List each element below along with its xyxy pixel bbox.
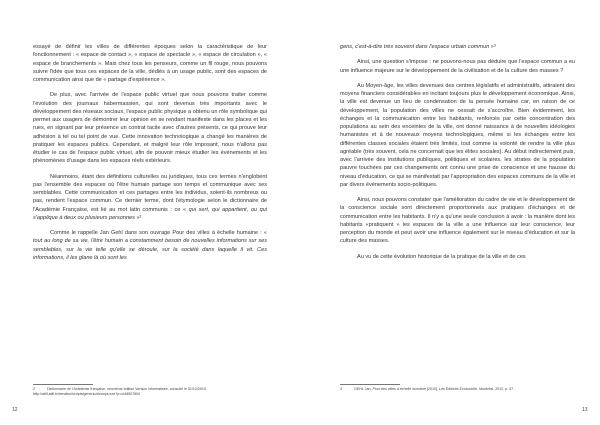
- paragraph: [340, 196, 575, 246]
- footnote: [33, 387, 267, 397]
- footnote-number: 2: [33, 387, 35, 391]
- paragraph-text: Au vu de cette évolution historique de la pratique de la ville et de ces: [357, 253, 526, 260]
- footnote-text: Dictionnaire de l'Académie française, neuvième édition Version informatisée, consulté le 31/12/2019, http://atilf.atilf.fr/dendien/scripts/generic/showps.exe?p=ct48507800: [33, 387, 207, 397]
- footnote: [340, 387, 575, 392]
- footnote-rule: [33, 384, 93, 385]
- dictionary-quote: qui sert, qui appartient, ou qui s'applique à deux ou plusieurs personnes: [33, 206, 267, 221]
- paragraph: [340, 253, 575, 261]
- paragraph: [33, 91, 267, 165]
- paragraph: [33, 229, 267, 262]
- page-number: 12: [12, 407, 18, 413]
- paragraph: [33, 43, 267, 84]
- footnote-book-title: Pour des villes à échelle humaine: [372, 387, 426, 391]
- paragraph: [340, 43, 575, 51]
- gehl-quote-continued: gens, c'est-à-dire très souvent dans l'espace urbain commun: [340, 44, 490, 50]
- footnote-publisher: [2010], Les Éditions Écosociété, Montréal, 2012, p. 37.: [427, 387, 515, 391]
- paragraph-text: Au Moyen-âge, les villes devenues des centres législatifs et administratifs, attiraient des moyens financiers considérables en incitant toujours plus le développement économique. Ainsi, la ville est devenue un lieu de condensation de la pensée humaine car, en raison de ce développement, la population des villes ne cessait de s'accroître. Bien évidemment, les échanges et la communication entre les habitants, renforcés par cette concentration des populations au sein des enceintes de la ville, ont donné naissance à de nouvelles idéologies humanistes et à de nouveaux moyens technologiques, même si les échanges entre les différentes classes sociales étaient très limités, tout comme la volonté de rendre la ville plus agréable (très souvent, cela ne concernait que les élites sociales). Au début indirectement puis, avec l'arrivée des institutions publiques, politiques et scolaires, les strates de la population pauvre touchées par ces changements ont connu une prise de conscience et une hausse du niveau d'éducation, ce qui se manifestait par l'appropriation des espaces communs de la ville et par divers événements socio-politiques.: [340, 82, 575, 188]
- paragraph-tail: »³: [490, 44, 496, 50]
- paragraph-text: Comme le rappelle Jan Gehl dans son ouvrage Pour des villes à échelle humaine : «: [50, 230, 267, 236]
- paragraph-text: De plus, avec l'arrivée de l'espace public virtuel que nous pouvons traiter comme l'évolution des journaux habermassien, qui sont devenus très importants avec le développement des réseaux sociaux, l'espace public physique a obtenu un rôle symbolique qui permet aux usagers de démontrer leur opinion en se rendant manifeste dans les places et les rues, en signant par leur présence un contrat tacite avec d'autres présents, ce qui prouve leur adhésion à tel ou tel point de vue. Cette innovation technologique a changé les manières de pratiquer les espaces publics. Cependant, et malgré leur rôle imposant, nous n'allons pas étudier le cas de l'espace public virtuel, afin de pouvoir mieux étudier les événements et les phénomènes d'usage dans les espaces réels extérieurs.: [33, 92, 267, 165]
- page-number: 13: [582, 407, 588, 413]
- paragraph: [340, 82, 575, 189]
- footnote-rule: [340, 384, 400, 385]
- right-text-column: [340, 43, 575, 268]
- gehl-quote: tout au long de sa vie, l'être humain a constamment besoin de nouvelles informations sur ses semblables, sur la vie telle qu'elle se déroule, sur la société dans laquelle il vit. Ces informations, il les glane là où sont les: [33, 238, 267, 261]
- left-text-column: [33, 43, 267, 269]
- paragraph-text: essayé de définir les villes de différentes époques selon la caractéristique de leur fonctionnement : « espace de contact », « espace de spectacle », « espace de circulation », « espace de branchements ». Mais chez tous les penseurs, comme un fil rouge, nous pouvons suivre l'idée que tous ces espaces de la ville, dédiés à un usage public, sont des espaces de communication ainsi que de « partage d'expérience ».: [33, 44, 267, 83]
- paragraph: [340, 58, 575, 75]
- paragraph-text: Ainsi, nous pouvons constater que l'amélioration du cadre de vie et le développement de la conscience sociale sont directement proportionnels aux pratiques d'échanges et de communication entre les habitants. Il n'y a qu'une seule conclusion à avoir : la manière dont les habitants «pratiquent » les espaces de la ville a une influence sur leur conscience, leur perception du monde et peut avoir une influence également sur le niveau d'éducation et sur la culture des masses.: [340, 197, 575, 245]
- footnote-number: 3: [340, 387, 342, 391]
- right-page: [300, 0, 600, 425]
- footnote-author: GEHL Jan,: [354, 387, 372, 391]
- paragraph-text: Ainsi, une question s'impose : ne pouvons-nous pas déduire que l'espace commun a eu une influence majeure sur le développement de la civilisation et de la culture des masses ?: [340, 59, 575, 74]
- paragraph-text: Néanmoins, étant des définitions culturelles ou juridiques, tous ces termes n'englobent pas l'ensemble des espaces où l'être humain partage son temps et communique avec ses semblables. Cette communication et ces partages entre les individus, soient-ils nombreux ou pas, rendent l'espace commun. Ce dernier terme, dont l'étymologie selon le dictionnaire de l'Académie Française, est lié au mot latin communis : ce «: [33, 173, 267, 213]
- paragraph: [33, 173, 267, 223]
- paragraph-tail: »²: [136, 214, 142, 221]
